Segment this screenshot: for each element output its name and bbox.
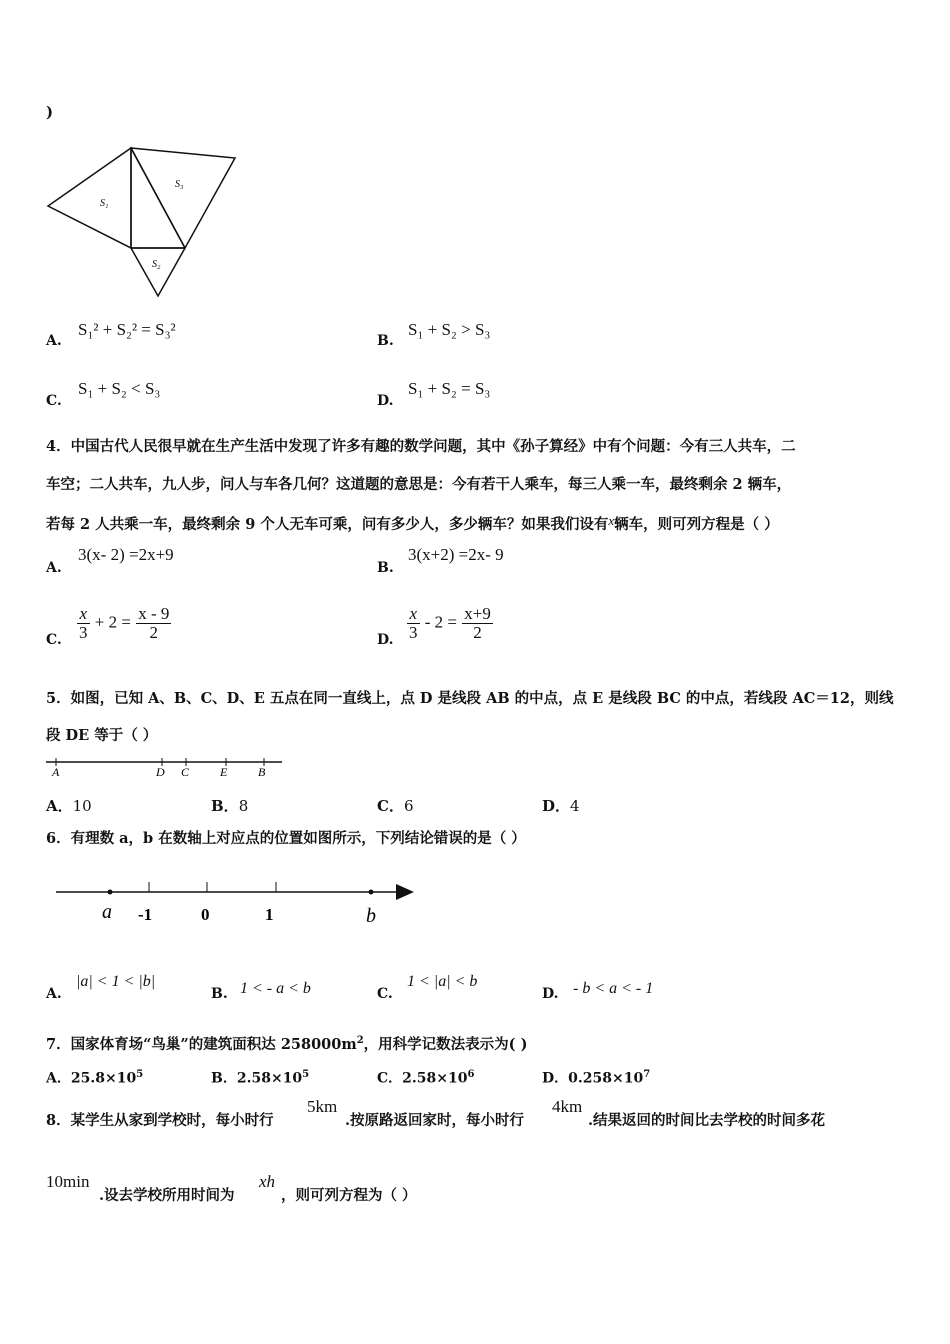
q3-option-d-label: D. (377, 393, 394, 409)
q3-option-a-label: A. (46, 333, 62, 349)
q4-c-operator: + 2 = (94, 612, 131, 632)
q4-stem-line1: 4．中国古代人民很早就在生产生活中发现了许多有趣的数学问题，其中《孙子算经》中有个问题：今有三人共车，二 (46, 438, 796, 455)
q6-option-d-expr: - b < a < - 1 (573, 980, 654, 997)
q8-variable: xh (259, 1172, 276, 1191)
q8-part2: .按原路返回家时，每小时行 (345, 1112, 525, 1129)
q6-option-d-label: D. (542, 986, 559, 1002)
q7-option-a: A．$25.8\times 10^5$ (46, 1069, 144, 1087)
q4-option-b-label: B. (377, 560, 394, 576)
q4-variable: x (608, 513, 615, 528)
q8-speed2: 4km (552, 1097, 583, 1116)
q7-option-d: D．$0.258\times 10^7$ (542, 1069, 651, 1087)
q4-option-a-expr: 3(x- 2) =2x+9 (78, 545, 174, 564)
q3-option-b-expr: S₁ + S₂ > S₃ (408, 320, 491, 339)
q8-part3: .结果返回的时间比去学校的时间多花 (588, 1112, 826, 1129)
q4-option-c-expr (76, 605, 172, 642)
q6-label-minus1: -1 (138, 905, 153, 924)
q5-stem-line2: 段 DE 等于（ ） (46, 727, 158, 744)
q5-point-d: D (156, 765, 165, 779)
q5-point-e: E (220, 765, 228, 779)
q5-option-a: A．10 (46, 797, 92, 815)
q6-point-a (108, 890, 113, 895)
q6-option-c-label: C. (377, 986, 393, 1002)
q3-option-c-label: C. (46, 393, 62, 409)
q7-stem: 7．国家体育场“鸟巢”的建筑面积达 $258000m^2$，用科学记数法表示为( ) (46, 1035, 528, 1053)
q6-option-a-expr: |a| < 1 < |b| (76, 973, 156, 990)
q4-option-d-expr (406, 605, 494, 642)
q3-label-s3: S₃ (175, 179, 184, 190)
q4-c-fraction-left: $\frac{x}{3}$ (79, 604, 88, 642)
q3-figure-lines (48, 148, 235, 296)
q6-axis-arrow-icon (396, 884, 414, 900)
q4-stem-line3 (46, 512, 779, 534)
q3-label-s1: S₁ (100, 198, 109, 209)
q5-option-b: B．8 (211, 797, 249, 815)
q6-label-a: a (102, 901, 112, 923)
q4-option-d-label: D. (377, 632, 394, 648)
q3-figure (40, 140, 250, 305)
q8-speed1: 5km (307, 1097, 338, 1116)
q8-part5: ，则可列方程为（ ） (281, 1187, 417, 1204)
q5-line-figure (44, 752, 289, 782)
q3-option-b-label: B. (377, 333, 394, 349)
q6-option-b-label: B. (211, 986, 228, 1002)
q4-option-c-label: C. (46, 632, 62, 648)
q5-option-c: C．6 (377, 797, 414, 815)
q6-option-a-label: A. (46, 986, 62, 1002)
q6-label-0: 0 (201, 905, 210, 924)
q5-point-c: C (181, 765, 190, 779)
q4-stem-line2: 车空；二人共车，九人步，问人与车各几何？这道题的意思是：今有若干人乘车，每三人乘一车，最终剩余 2 辆车， (46, 476, 792, 493)
question-tail-paren: ) (46, 103, 54, 121)
q6-stem: 6．有理数 a，b 在数轴上对应点的位置如图所示，下列结论错误的是（ ） (46, 830, 526, 847)
q7-option-c: C．$2.58\times 10^6$ (377, 1069, 475, 1087)
q3-option-c-expr: S₁ + S₂ < S₃ (78, 379, 161, 398)
q6-label-b: b (366, 905, 376, 927)
q6-number-line (52, 870, 422, 930)
q5-stem-line1: 5．如图，已知 A、B、C、D、E 五点在同一直线上，点 D 是线段 AB 的中点，点 E 是线段 BC 的中点，若线段 AC＝12，则线 (46, 690, 894, 707)
q8-part1: 8．某学生从家到学校时，每小时行 (46, 1112, 274, 1129)
q3-option-d-expr: S₁ + S₂ = S₃ (408, 379, 491, 398)
q5-point-a: A (52, 765, 60, 779)
q6-point-b (369, 890, 374, 895)
q5-option-d: D．4 (542, 797, 580, 815)
q4-stem-line3-a: 若每 2 人共乘一车，最终剩余 9 个人无车可乘，问有多少人，多少辆车？如果我们设有 (46, 516, 609, 533)
q5-point-b: B (258, 765, 266, 779)
q6-option-c-expr: 1 < |a| < b (407, 973, 478, 990)
q4-d-operator: - 2 = (424, 612, 457, 632)
q4-stem-line3-b: 辆车，则可列方程是（ ） (614, 516, 779, 533)
q4-c-fraction-right: $\frac{x - 9}{2}$ (138, 604, 170, 642)
q7-option-b: B．$2.58\times 10^5$ (211, 1069, 310, 1087)
q8-time: 10min (46, 1172, 90, 1191)
q6-label-1: 1 (265, 905, 274, 924)
q4-d-fraction-right: $\frac{x+9}{2}$ (464, 604, 491, 642)
q4-option-a-label: A. (46, 560, 62, 576)
q4-option-b-expr: 3(x+2) =2x- 9 (408, 545, 504, 564)
q3-label-s2: S₂ (152, 259, 161, 270)
q8-part4: .设去学校所用时间为 (99, 1187, 235, 1204)
q4-d-fraction-left: $\frac{x}{3}$ (409, 604, 418, 642)
q6-option-b-expr: 1 < - a < b (240, 980, 311, 997)
q3-option-a-expr: S₁² + S₂² = S₃² (78, 320, 176, 339)
